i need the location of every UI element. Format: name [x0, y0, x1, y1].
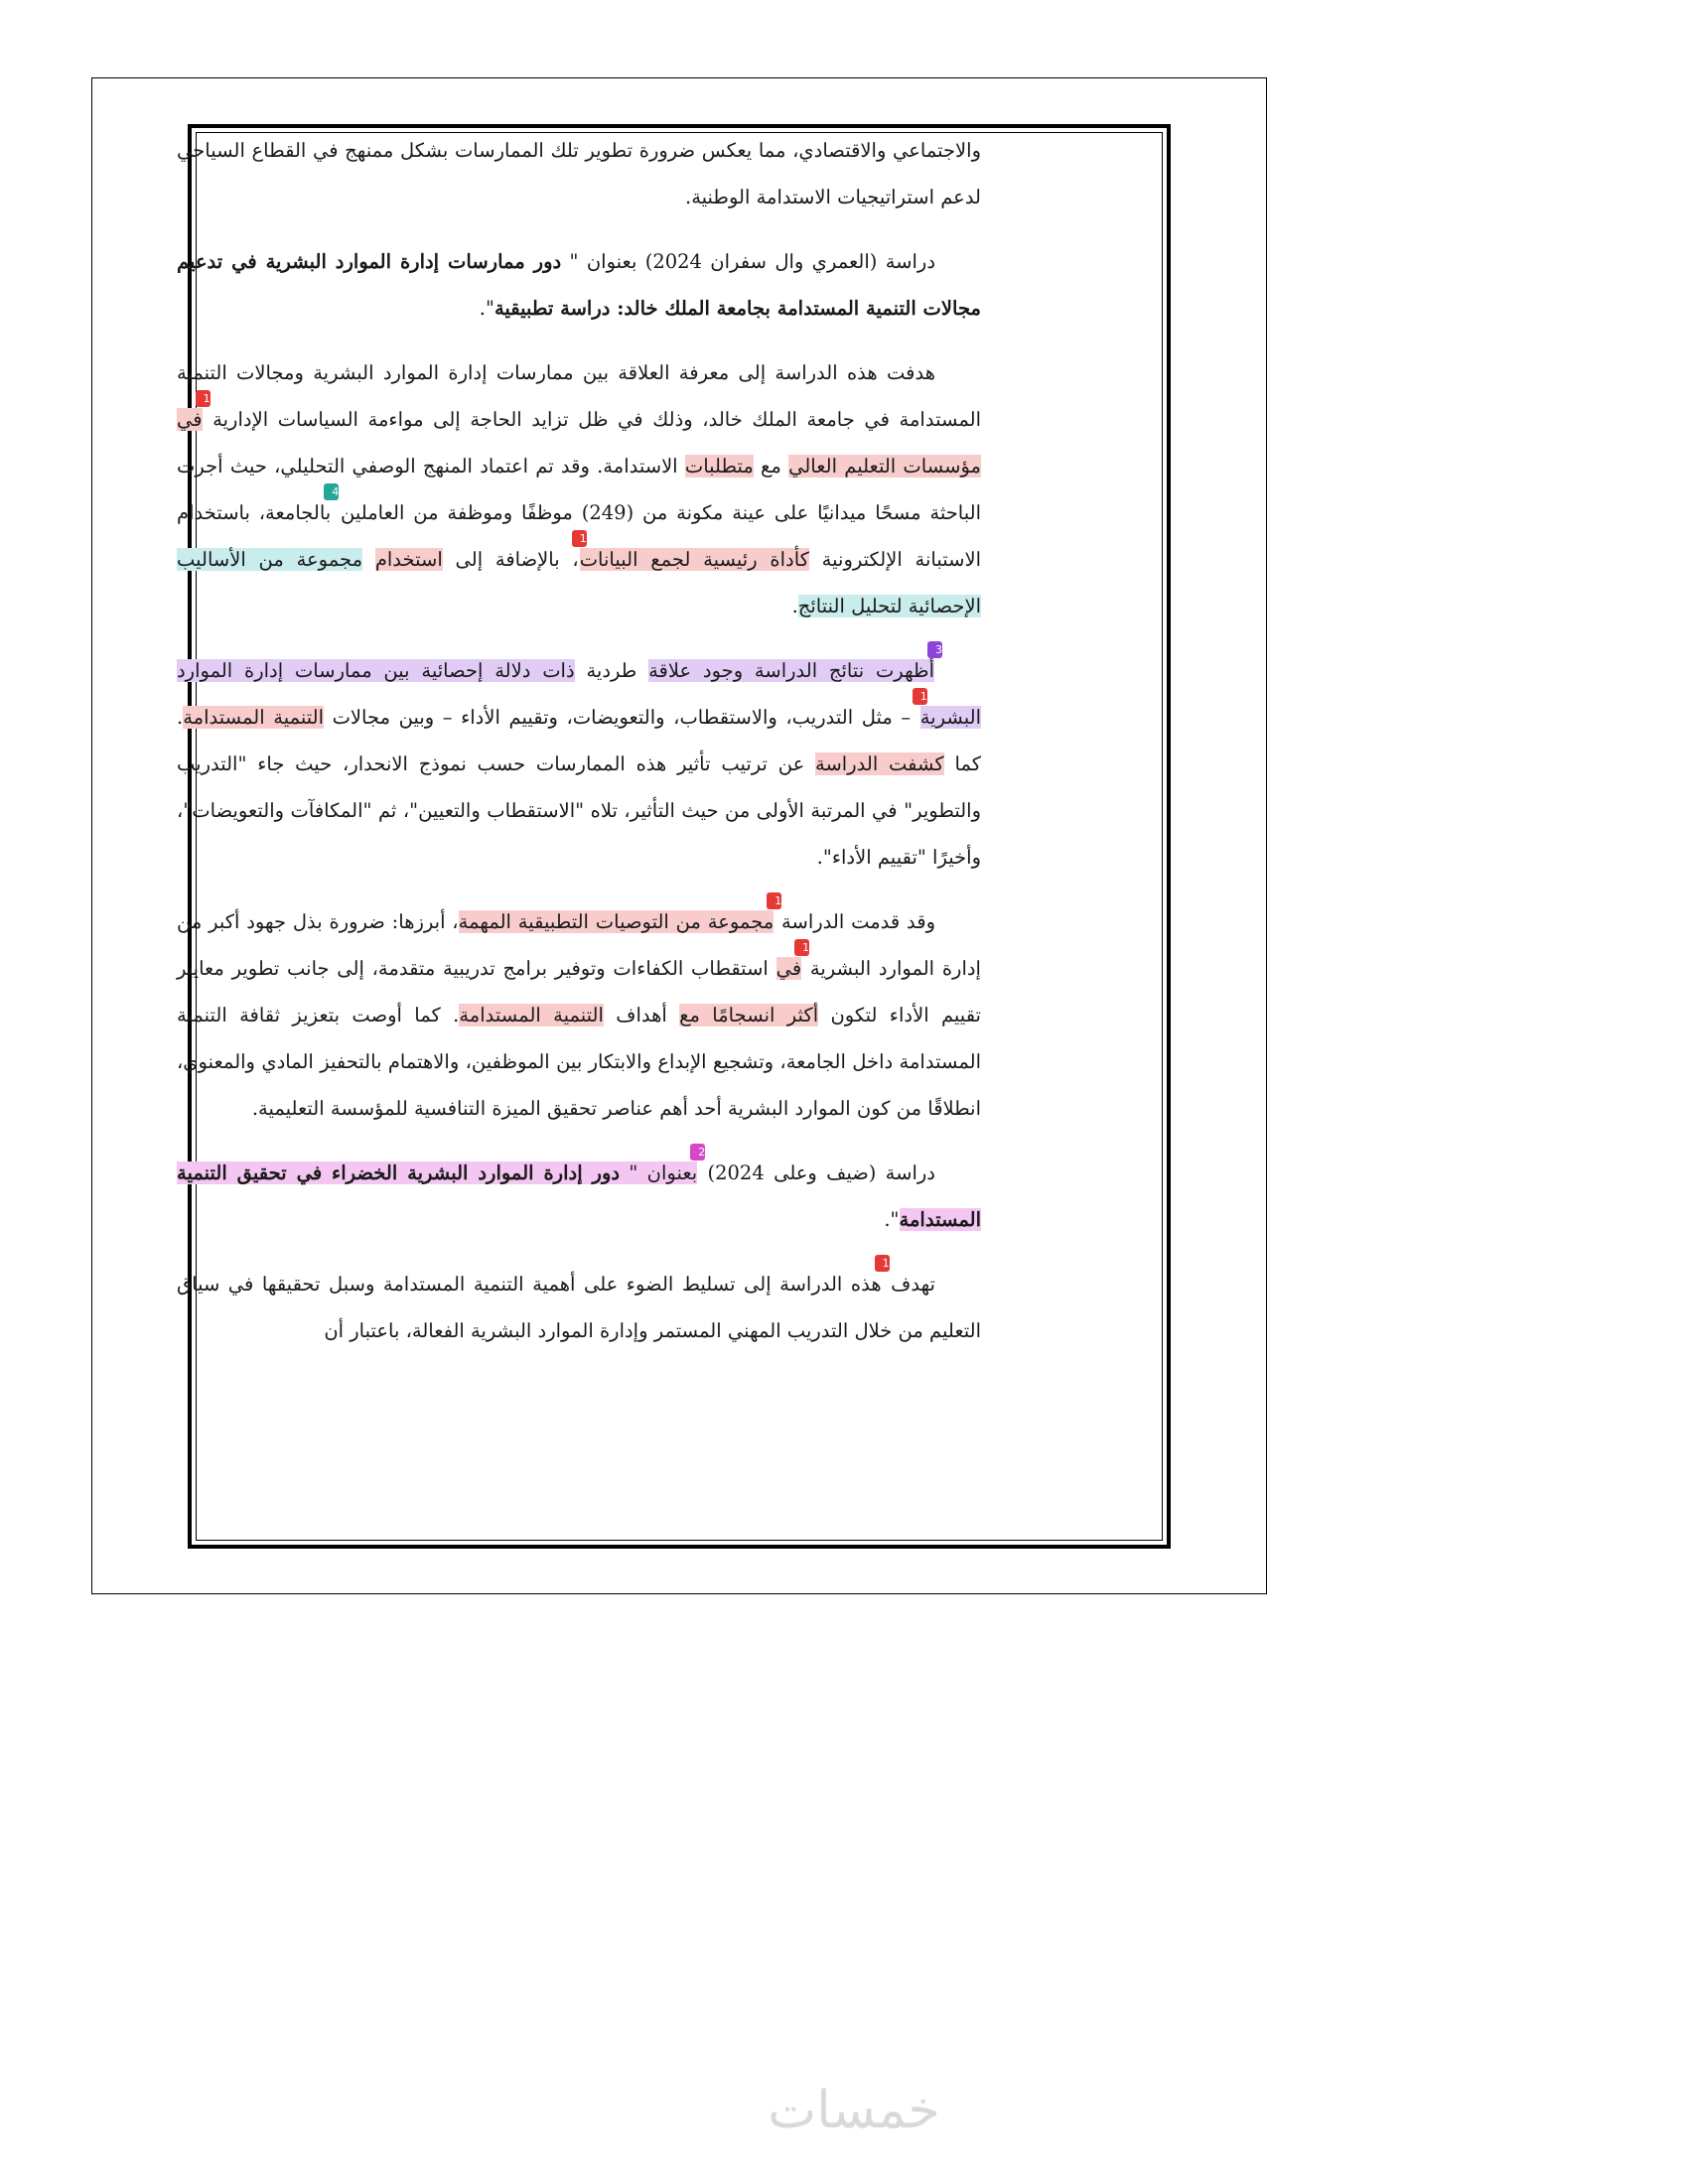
- annotation-marker[interactable]: 4: [324, 483, 339, 500]
- text-span: [362, 548, 375, 571]
- highlight-red[interactable]: متطلبات: [684, 455, 754, 478]
- annotation-marker[interactable]: 2: [690, 1144, 705, 1160]
- paragraph-study-aims: [177, 349, 981, 629]
- text-span: ، أبرزها: ضرورة بذل جهود أكبر من إدارة الموارد البشرية: [177, 910, 981, 980]
- text-span: .: [791, 595, 798, 617]
- highlight-purple[interactable]: أظهرت نتائج الدراسة وجود علاقة: [648, 659, 934, 682]
- highlight-teal[interactable]: مجموعة من الأساليب الإحصائية لتحليل النتائج: [177, 548, 981, 617]
- paragraph-study-results: [177, 643, 981, 881]
- text-span: طردية: [574, 659, 649, 682]
- text-span: الاستدامة. وقد تم اعتماد المنهج الوصفي التحليلي، حيث أجرت الباحثة مسحًا ميدانيًا على عينة مكونة من (249) موظفًا وموظفة من العاملين: [177, 455, 981, 524]
- highlight-red[interactable]: كشفت الدراسة: [815, 752, 944, 775]
- text-span: والاجتماعي والاقتصادي، مما يعكس ضرورة تطوير تلك الممارسات بشكل ممنهج في القطاع السياحي لدعم استراتيجيات الاستدامة الوطنية.: [177, 139, 981, 208]
- text-span: . كما أوصت بتعزيز ثقافة التنمية المستدامة داخل الجامعة، وتشجيع الإبداع والابتكار بين الموظفين، والاهتمام بالتحفيز المادي والمعنوي، انطلاقًا من كون الموارد البشرية أحد أهم عناصر تحقيق الميزة التنافسية للمؤسسة التعليمية.: [177, 1004, 981, 1120]
- text-span: استقطاب الكفاءات وتوفير برامج تدريبية متقدمة، إلى جانب تطوير معايير تقييم الأداء لتكون: [177, 957, 981, 1026]
- highlight-red[interactable]: مجموعة من التوصيات التطبيقية المهمة: [458, 910, 774, 933]
- annotation-marker[interactable]: 1: [572, 530, 587, 547]
- annotation-marker[interactable]: 1: [875, 1255, 890, 1272]
- text-span: وقد قدمت الدراسة: [774, 910, 936, 933]
- paragraph-intro-continuation: [177, 127, 981, 220]
- text-span: دراسة (العمري وال سفران 2024) بعنوان ": [561, 250, 936, 273]
- text-span: عن ترتيب تأثير هذه الممارسات حسب نموذج الانحدار، حيث جاء "التدريب والتطوير" في المرتبة الأولى من حيث التأثير، تلاه "الاستقطاب والتعيين"، ثم "المكافآت والتعويضات"، وأخيرًا "تقييم الأداء".: [177, 752, 981, 869]
- text-span: أهداف: [603, 1004, 680, 1026]
- text-span: هدفت هذه الدراسة إلى معرفة العلاقة بين ممارسات إدارة الموارد البشرية ومجالات التنمية المستدامة في جامعة الملك خالد، وذلك في ظل تزايد الحاجة إلى مواءمة السياسات الإدارية: [177, 361, 981, 431]
- text-span: تهدف: [882, 1273, 935, 1296]
- text-span: ، بالإضافة إلى: [442, 548, 579, 571]
- paragraph-study-recommendations: [177, 894, 981, 1132]
- text-span: – مثل التدريب، والاستقطاب، والتعويضات، وتقييم الأداء – وبين مجالات: [324, 706, 919, 729]
- highlight-red[interactable]: في: [775, 957, 802, 980]
- highlight-red[interactable]: كأداة رئيسية لجمع البيانات: [579, 548, 809, 571]
- annotation-marker[interactable]: 1: [794, 939, 809, 956]
- annotation-marker[interactable]: 1: [767, 892, 781, 909]
- paragraph-study-alamri: [177, 238, 981, 332]
- text-span: دراسة (ضيف وعلى 2024): [698, 1161, 935, 1184]
- text-span: هذه الدراسة إلى تسليط الضوء على أهمية التنمية المستدامة وسبل تحقيقها في سياق التعليم من خلال التدريب المهني المستمر وإدارة الموارد البشرية الفعالة، باعتبار أن: [177, 1273, 981, 1342]
- highlight-red[interactable]: استخدام: [374, 548, 443, 571]
- highlight-pink[interactable]: بعنوان ": [620, 1161, 698, 1184]
- text-span: بالجامعة، باستخدام الاستبانة الإلكترونية: [177, 501, 981, 571]
- watermark-logo: خمسات: [768, 2081, 940, 2140]
- paragraph-study-dhaif-aims: [177, 1257, 981, 1354]
- document-body: [177, 127, 981, 1372]
- annotation-marker[interactable]: 1: [913, 688, 927, 705]
- highlight-red[interactable]: مؤسسات التعليم العالي: [788, 455, 981, 478]
- annotation-marker[interactable]: 1: [196, 390, 211, 407]
- text-span: ".: [479, 297, 494, 320]
- highlight-red[interactable]: في: [177, 408, 203, 431]
- highlight-purple[interactable]: ذات دلالة إحصائية بين ممارسات إدارة الموارد البشرية: [177, 659, 981, 729]
- study-title: دور ممارسات إدارة الموارد البشرية في تدعيم مجالات التنمية المستدامة بجامعة الملك خالد: دراسة تطبيقية: [177, 250, 981, 320]
- highlight-red[interactable]: التنمية المستدامة: [459, 1004, 604, 1026]
- text-span: . كما: [177, 706, 981, 775]
- highlight-red[interactable]: التنمية المستدامة: [183, 706, 324, 729]
- paragraph-study-dhaif: [177, 1146, 981, 1243]
- study-title-highlighted[interactable]: دور إدارة الموارد البشرية الخضراء في تحقيق التنمية المستدامة: [177, 1161, 981, 1231]
- text-span: ".: [884, 1208, 900, 1231]
- text-span: مع: [753, 455, 789, 478]
- annotation-marker[interactable]: 3: [927, 641, 942, 658]
- highlight-red[interactable]: أكثر انسجامًا مع: [679, 1004, 819, 1026]
